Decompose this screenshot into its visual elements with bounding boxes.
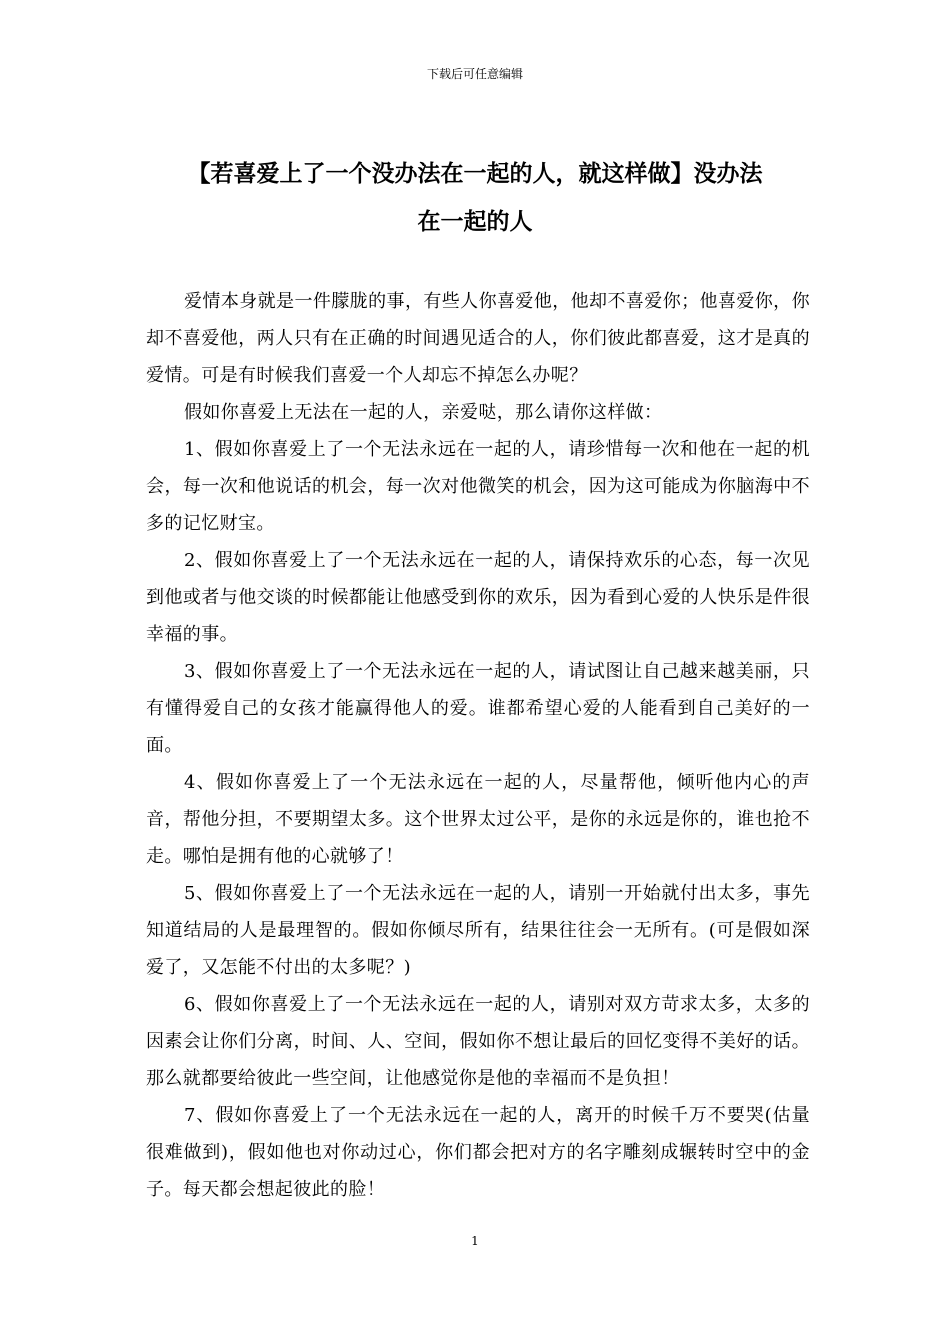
paragraph-item-5: 5、假如你喜爱上了一个无法永远在一起的人，请别一开始就付出太多，事先知道结局的人是最理智的。假如你倾尽所有，结果往往会一无所有。(可是假如深爱了，又怎能不付出的太多呢？) bbox=[146, 883, 810, 978]
page-header: 下载后可任意编辑 bbox=[426, 67, 523, 81]
paragraph-item-3: 3、假如你喜爱上了一个无法永远在一起的人，请试图让自己越来越美丽，只有懂得爱自己的女孩才能赢得他人的爱。谁都希望心爱的人能看到自己美好的一面。 bbox=[146, 661, 810, 756]
page-number: 1 bbox=[471, 1234, 479, 1248]
document-body bbox=[146, 283, 810, 1208]
title-line-1: 【若喜爱上了一个没办法在一起的人，就这样做】没办法 bbox=[187, 161, 763, 187]
title-line-2: 在一起的人 bbox=[417, 209, 533, 235]
paragraph-item-4: 4、假如你喜爱上了一个无法永远在一起的人，尽量帮他，倾听他内心的声音，帮他分担，不要期望太多。这个世界太过公平，是你的永远是你的，谁也抢不走。哪怕是拥有他的心就够了！ bbox=[146, 772, 810, 867]
paragraph-item-6: 6、假如你喜爱上了一个无法永远在一起的人，请别对双方苛求太多，太多的因素会让你们分离，时间、人、空间，假如你不想让最后的回忆变得不美好的话。那么就都要给彼此一些空间，让他感觉你是他的幸福而不是负担！ bbox=[146, 994, 810, 1089]
document-title bbox=[140, 150, 810, 246]
paragraph-lead: 假如你喜爱上无法在一起的人，亲爱哒，那么请你这样做： bbox=[184, 402, 663, 423]
paragraph-item-7: 7、假如你喜爱上了一个无法永远在一起的人，离开的时候千万不要哭(估量很难做到)，假如他也对你动过心，你们都会把对方的名字雕刻成辗转时空中的金子。每天都会想起彼此的脸！ bbox=[146, 1105, 810, 1200]
paragraph-intro: 爱情本身就是一件朦胧的事，有些人你喜爱他，他却不喜爱你；他喜爱你，你却不喜爱他，两人只有在正确的时间遇见适合的人，你们彼此都喜爱，这才是真的爱情。可是有时候我们喜爱一个人却忘不掉怎么办呢？ bbox=[146, 291, 810, 386]
paragraph-item-2: 2、假如你喜爱上了一个无法永远在一起的人，请保持欢乐的心态，每一次见到他或者与他交谈的时候都能让他感受到你的欢乐，因为看到心爱的人快乐是件很幸福的事。 bbox=[146, 550, 810, 645]
paragraph-item-1: 1、假如你喜爱上了一个无法永远在一起的人，请珍惜每一次和他在一起的机会，每一次和他说话的机会，每一次对他微笑的机会，因为这可能成为你脑海中不多的记忆财宝。 bbox=[146, 439, 810, 534]
